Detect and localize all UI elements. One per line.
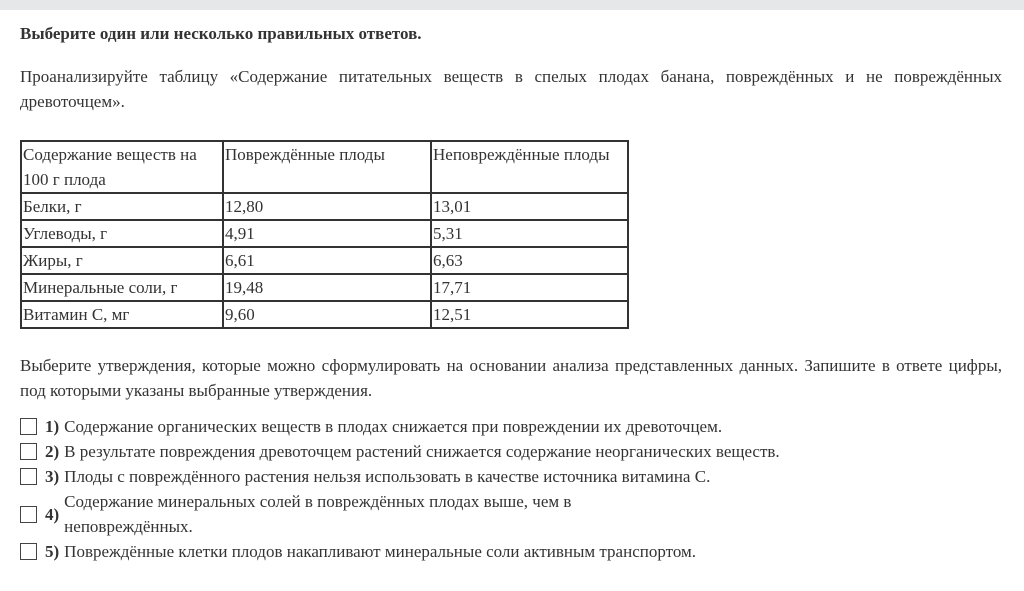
top-strip	[0, 0, 1024, 10]
table-header-cell: Повреждённые плоды	[223, 141, 431, 193]
option-5-checkbox[interactable]	[20, 543, 37, 560]
answer-option-5	[20, 539, 1002, 564]
option-text: Повреждённые клетки плодов накапливают минеральные соли активным транспортом.	[64, 542, 697, 561]
table-cell: 17,71	[431, 274, 628, 301]
option-number: 3)	[45, 467, 60, 486]
table-cell: 6,61	[223, 247, 431, 274]
option-number: 4)	[45, 504, 60, 524]
table-cell: 19,48	[223, 274, 431, 301]
table-cell: 5,31	[431, 220, 628, 247]
table-header-row	[21, 141, 628, 193]
answer-option-3	[20, 464, 1002, 489]
table-cell: 12,51	[431, 301, 628, 328]
table-header-cell: Содержание веществ на 100 г плода	[21, 141, 223, 193]
answer-options	[20, 414, 1002, 564]
option-number: 1)	[45, 417, 60, 436]
table-cell: Витамин С, мг	[21, 301, 223, 328]
answer-option-4	[20, 489, 1002, 539]
option-2-checkbox[interactable]	[20, 443, 37, 460]
table-cell: 4,91	[223, 220, 431, 247]
table-row	[21, 193, 628, 220]
table-row	[21, 274, 628, 301]
question-card	[20, 22, 1002, 564]
table-cell: Минеральные соли, г	[21, 274, 223, 301]
table-cell: 12,80	[223, 193, 431, 220]
option-text: Плоды с повреждённого растения нельзя использовать в качестве источника витамина С.	[64, 467, 711, 486]
table-cell: 9,60	[223, 301, 431, 328]
option-text: Содержание органических веществ в плодах снижается при повреждении их древоточцем.	[64, 417, 723, 436]
table-row	[21, 301, 628, 328]
option-4-checkbox[interactable]	[20, 506, 37, 523]
option-1-checkbox[interactable]	[20, 418, 37, 435]
intro-paragraph: Проанализируйте таблицу «Содержание питательных веществ в спелых плодах банана, повреждённых и не повреждённых древоточцем».	[20, 67, 1002, 111]
task-paragraph: Выберите утверждения, которые можно сформулировать на основании анализа представленных данных. Запишите в ответе цифры, под которыми указаны выбранные утверждения.	[20, 356, 1002, 400]
instruction-text: Выберите один или несколько правильных ответов.	[20, 24, 422, 43]
option-text: В результате повреждения древоточцем растений снижается содержание неорганических веществ.	[64, 442, 780, 461]
table-cell: 6,63	[431, 247, 628, 274]
table-row	[21, 220, 628, 247]
answer-option-2	[20, 439, 1002, 464]
option-text: Содержание минеральных солей в повреждённых плодах выше, чем в неповреждённых.	[64, 492, 572, 536]
table-row	[21, 247, 628, 274]
option-number: 5)	[45, 542, 60, 561]
table-header-cell: Неповреждённые плоды	[431, 141, 628, 193]
answer-option-1	[20, 414, 1002, 439]
option-number: 2)	[45, 442, 60, 461]
table-cell: Жиры, г	[21, 247, 223, 274]
option-3-checkbox[interactable]	[20, 468, 37, 485]
table-cell: 13,01	[431, 193, 628, 220]
nutrients-table	[20, 140, 629, 329]
table-cell: Белки, г	[21, 193, 223, 220]
table-cell: Углеводы, г	[21, 220, 223, 247]
